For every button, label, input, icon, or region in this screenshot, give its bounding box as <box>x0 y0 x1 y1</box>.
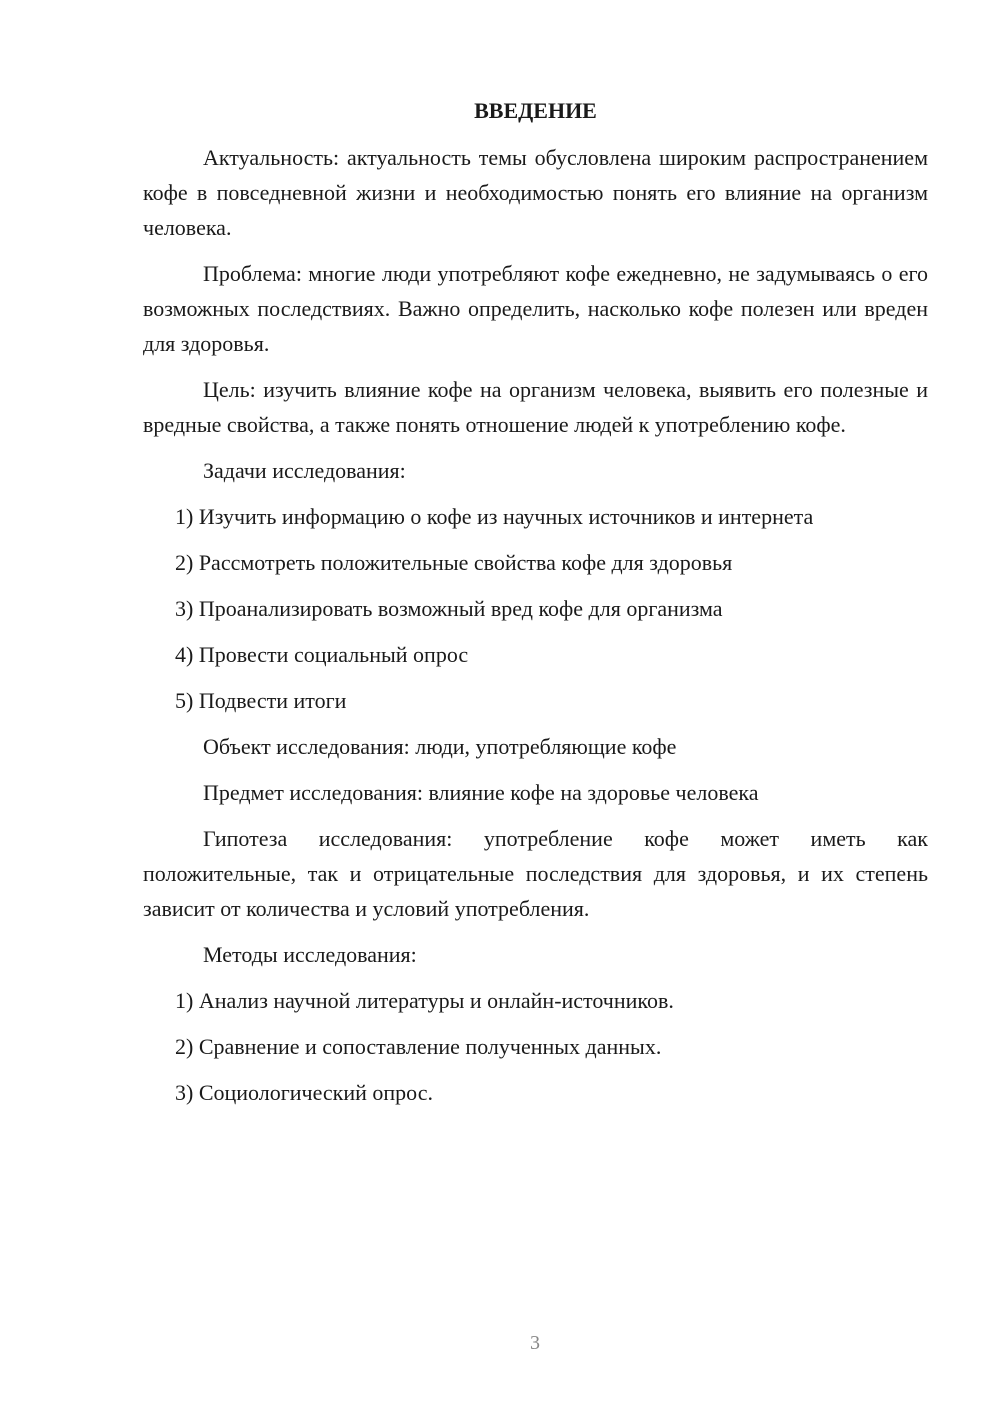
list-item: 2) Рассмотреть положительные свойства кофе для здоровья <box>175 550 733 575</box>
relevance-paragraph: Актуальность: актуальность темы обусловлена широким распространением кофе в повседневной жизни и необходимостью понять его влияние на организм человека. <box>143 145 928 240</box>
list-item: 1) Анализ научной литературы и онлайн-источников. <box>175 988 674 1013</box>
section-title: ВВЕДЕНИЕ <box>474 98 597 123</box>
hypothesis-paragraph: Гипотеза исследования: употребление кофе может иметь как положительные, так и отрицательные последствия для здоровья, и их степень зависит от количества и условий употребления. <box>143 826 928 921</box>
goal-paragraph: Цель: изучить влияние кофе на организм человека, выявить его полезные и вредные свойства, а также понять отношение людей к употреблению кофе. <box>143 377 928 437</box>
tasks-heading: Задачи исследования: <box>203 458 406 483</box>
page-number: 3 <box>530 1332 540 1354</box>
object-paragraph: Объект исследования: люди, употребляющие кофе <box>203 734 677 759</box>
list-item: 1) Изучить информацию о кофе из научных источников и интернета <box>175 504 814 529</box>
methods-heading: Методы исследования: <box>203 942 417 967</box>
list-item: 3) Проанализировать возможный вред кофе для организма <box>175 596 723 621</box>
problem-paragraph: Проблема: многие люди употребляют кофе ежедневно, не задумываясь о его возможных последствиях. Важно определить, насколько кофе полезен или вреден для здоровья. <box>143 261 928 356</box>
list-item: 5) Подвести итоги <box>175 688 347 713</box>
list-item: 3) Социологический опрос. <box>175 1080 433 1105</box>
list-item: 2) Сравнение и сопоставление полученных данных. <box>175 1034 662 1059</box>
subject-paragraph: Предмет исследования: влияние кофе на здоровье человека <box>203 780 759 805</box>
tasks-list <box>143 499 928 718</box>
methods-list <box>143 983 928 1110</box>
list-item: 4) Провести социальный опрос <box>175 642 469 667</box>
page-content <box>143 94 928 1121</box>
